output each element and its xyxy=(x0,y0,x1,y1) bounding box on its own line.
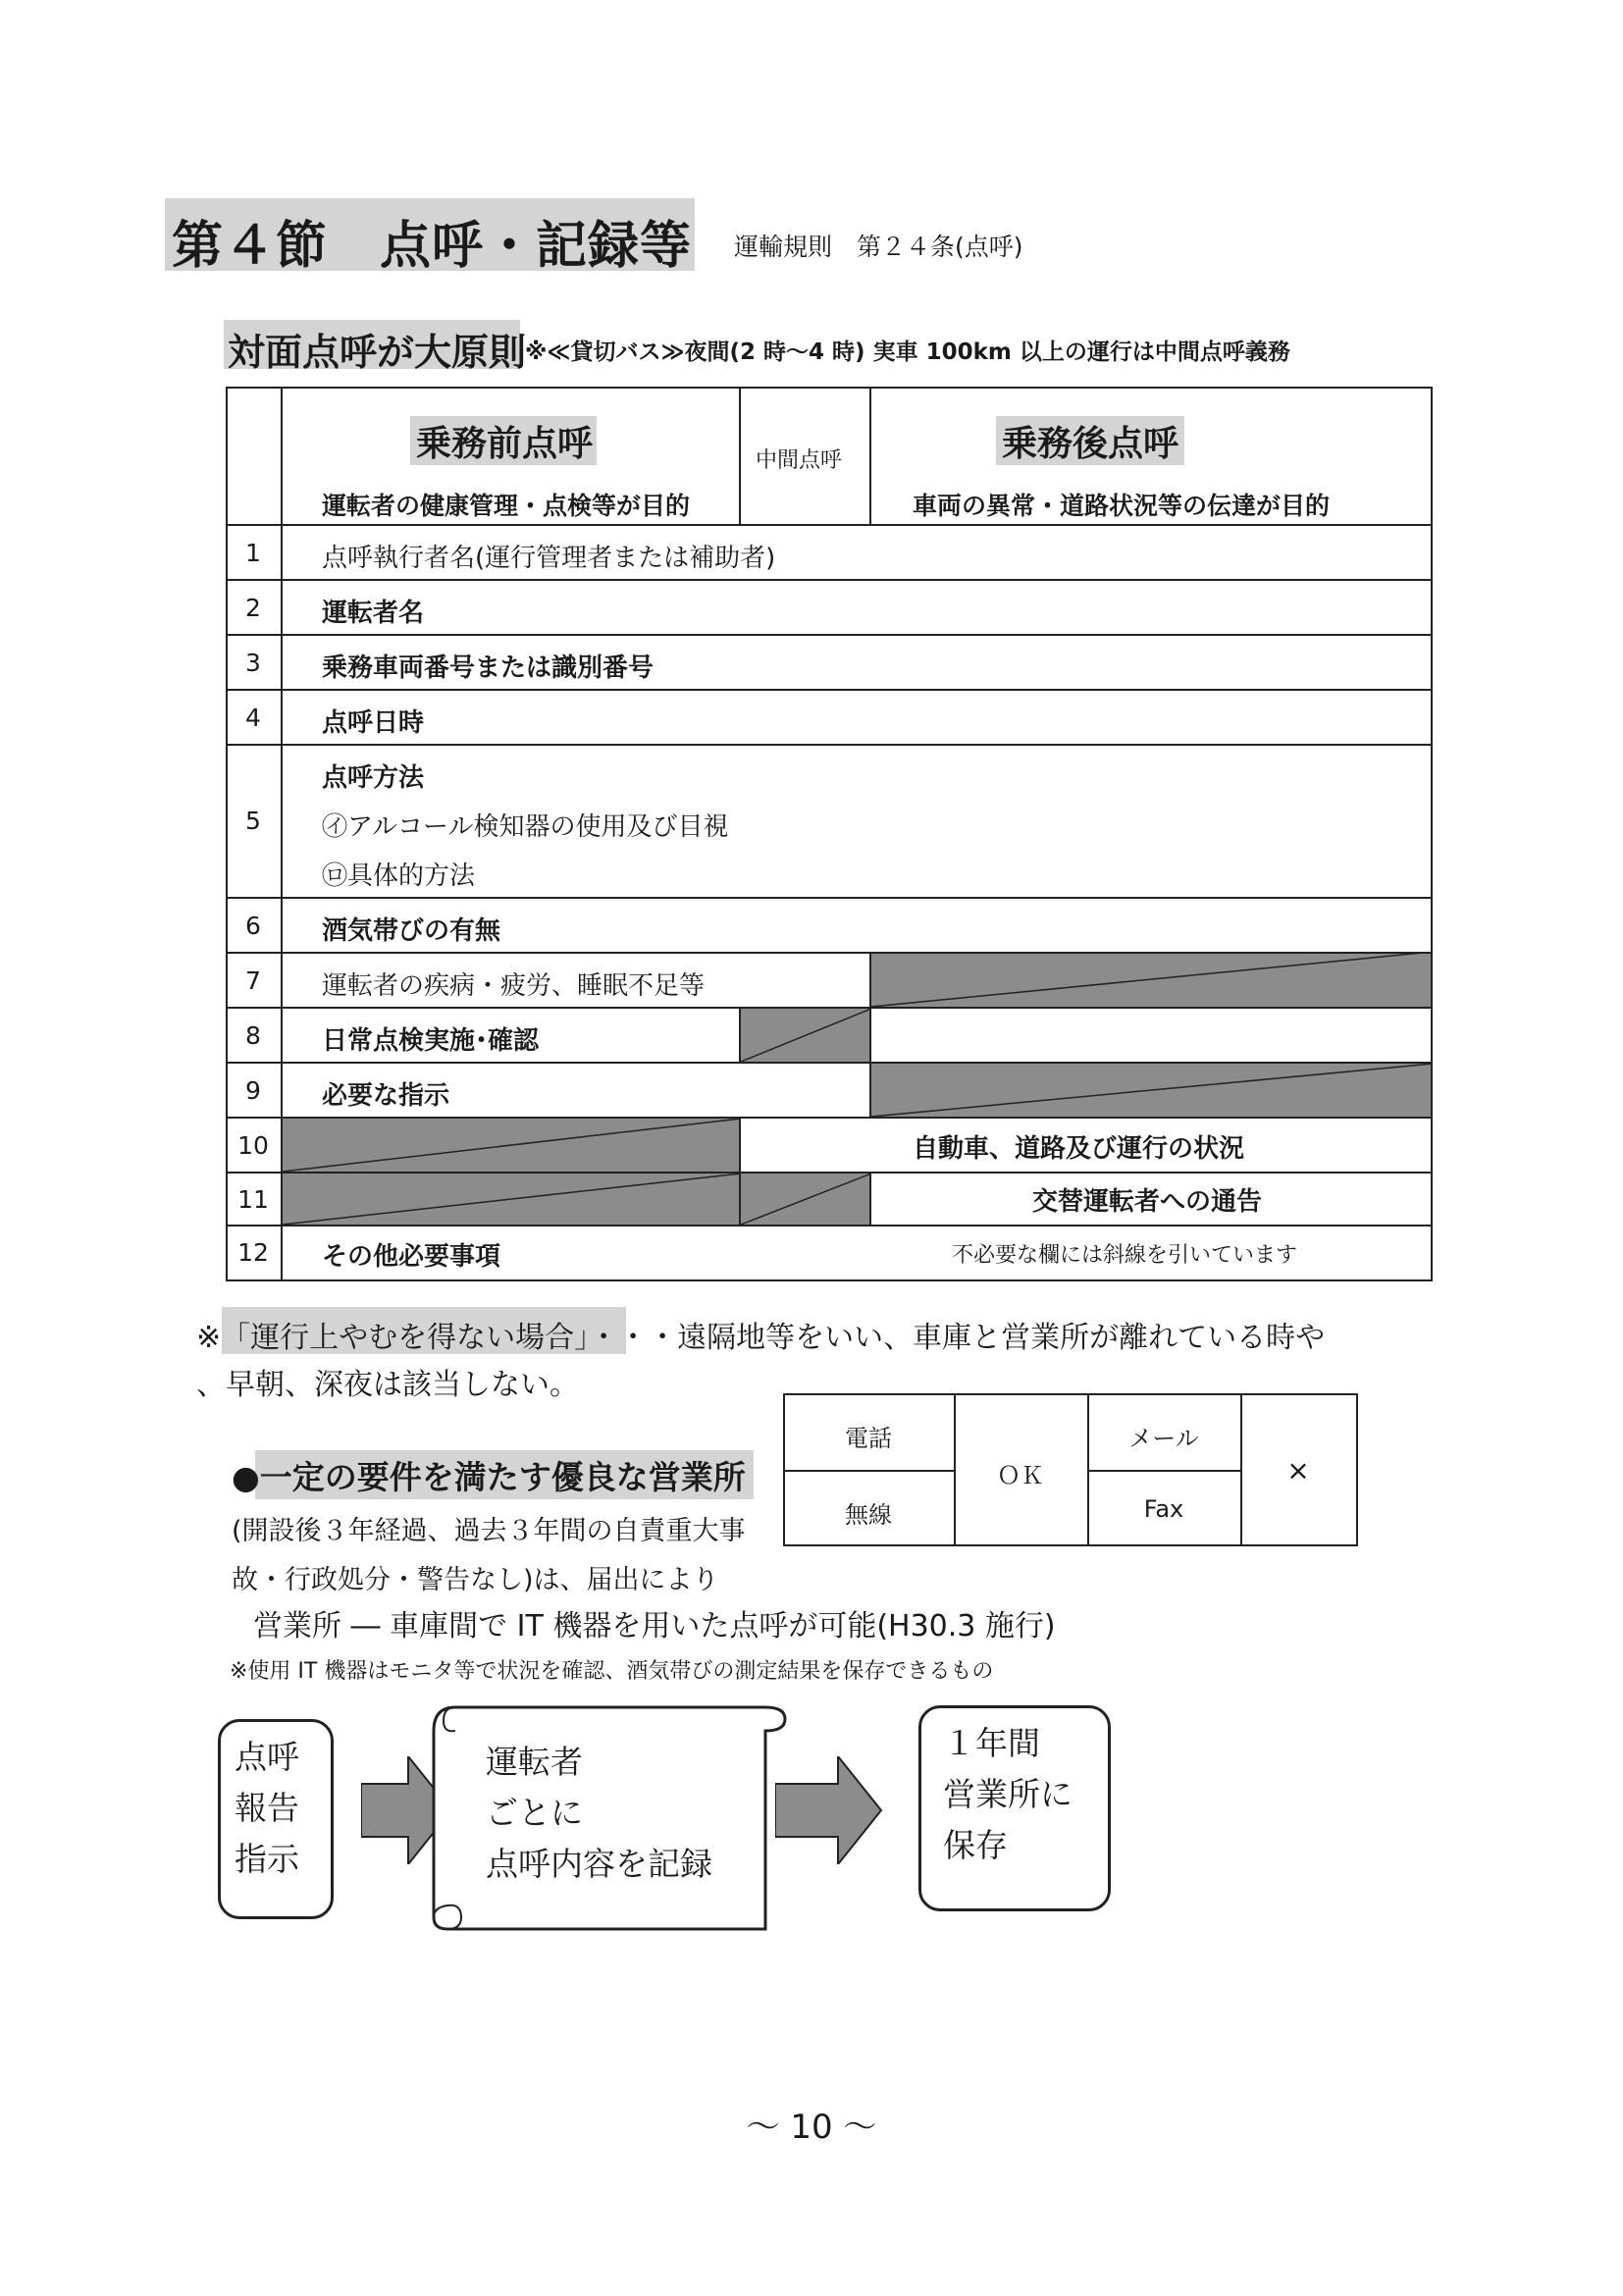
table-border xyxy=(783,1393,1358,1395)
row-item: 日常点検実施･確認 xyxy=(322,1026,540,1056)
section-title: 第４節 点呼・記録等 xyxy=(172,217,693,276)
row-divider xyxy=(226,1172,1433,1174)
ng-label: × xyxy=(1286,1454,1310,1487)
row-number: 7 xyxy=(245,966,261,995)
row-divider xyxy=(226,689,1433,691)
table-divider xyxy=(739,387,741,524)
table-divider xyxy=(739,1117,741,1226)
row-number: 6 xyxy=(245,912,261,940)
table-divider xyxy=(869,1007,871,1062)
good-office-title: ●一定の要件を満たす優良な営業所 xyxy=(232,1458,746,1496)
table-divider xyxy=(281,387,283,1281)
flow-text: ごとに xyxy=(486,1794,583,1832)
ok-label: ＯＫ xyxy=(997,1462,1044,1489)
it-equipment-note: ※使用 IT 機器はモニタ等で状況を確認、酒気帯びの測定結果を保存できるもの xyxy=(230,1659,994,1684)
phone-label: 電話 xyxy=(845,1425,892,1452)
row-number: 12 xyxy=(237,1238,269,1267)
table-border xyxy=(783,1544,1358,1546)
middle-roll-call-title: 中間点呼 xyxy=(756,448,843,473)
row-number: 5 xyxy=(245,807,261,835)
table-divider xyxy=(1087,1470,1240,1472)
row-item: 交替運転者への通告 xyxy=(1032,1187,1263,1217)
row-item: 運転者名 xyxy=(322,599,425,628)
row-number: 10 xyxy=(237,1131,269,1160)
note-line-2: 、早朝、深夜は該当しない。 xyxy=(196,1368,579,1402)
table-border xyxy=(226,387,1433,389)
row-item: その他必要事項 xyxy=(322,1242,501,1272)
hatch-note: 不必要な欄には斜線を引いています xyxy=(952,1243,1298,1268)
row-number: 2 xyxy=(245,594,261,622)
fax-label: Fax xyxy=(1143,1495,1184,1523)
flow-box-record xyxy=(486,1737,712,1890)
row-divider xyxy=(226,634,1433,636)
good-office-line-1: (開設後３年経過、過去３年間の自責重大事 xyxy=(232,1516,746,1546)
table-divider xyxy=(869,1062,871,1117)
row-divider xyxy=(226,524,1433,526)
row-divider xyxy=(226,1062,1433,1064)
flow-box-roll-call xyxy=(218,1719,334,1919)
row-item: 点呼方法 xyxy=(322,763,425,793)
flow-text: １年間 xyxy=(943,1724,1040,1762)
hatched-cell xyxy=(741,1174,871,1225)
flow-text: 保存 xyxy=(943,1826,1008,1864)
table-border xyxy=(1356,1393,1358,1546)
communication-table xyxy=(783,1393,1358,1546)
hatched-cell xyxy=(283,1174,741,1225)
row-item: 点呼執行者名(運行管理者または補助者) xyxy=(322,544,776,573)
row-item: 酒気帯びの有無 xyxy=(322,916,501,946)
good-office-line-2: 故・行政処分・警告なし)は、届出により xyxy=(232,1565,719,1595)
mail-label: メール xyxy=(1128,1425,1199,1452)
hatched-cell xyxy=(741,1009,871,1062)
good-office-body xyxy=(232,1507,746,1605)
flow-arrow-icon xyxy=(775,1756,883,1864)
note-line-1: ※「運行上やむを得ない場合」・・・遠隔地等をいい、車庫と営業所が離れている時や xyxy=(196,1321,1326,1355)
flow-text: 営業所に xyxy=(943,1775,1073,1813)
flow-text: 点呼 xyxy=(235,1738,299,1776)
flow-text: 運転者 xyxy=(486,1743,583,1781)
row-item: 点呼日時 xyxy=(322,708,425,738)
after-roll-call-purpose: 車両の異常・道路状況等の伝達が目的 xyxy=(913,492,1331,520)
flow-text: 点呼内容を記録 xyxy=(486,1845,712,1883)
table-divider xyxy=(783,1470,954,1472)
before-roll-call-purpose: 運転者の健康管理・点検等が目的 xyxy=(322,492,691,520)
row-number: 3 xyxy=(245,649,261,677)
table-border xyxy=(1431,387,1433,1281)
after-roll-call-title: 乗務後点呼 xyxy=(1002,424,1179,464)
hatched-cell xyxy=(871,952,1433,1007)
row-item: 自動車、道路及び運行の状況 xyxy=(913,1134,1245,1164)
row-divider xyxy=(226,744,1433,746)
principle-title: 対面点呼が大原則 xyxy=(228,331,527,374)
row-number: 4 xyxy=(245,704,261,732)
table-divider xyxy=(869,1172,871,1226)
table-divider xyxy=(869,387,871,524)
table-divider xyxy=(739,1007,741,1062)
row-item: 必要な指示 xyxy=(322,1081,450,1111)
table-divider xyxy=(869,952,871,1007)
table-border xyxy=(226,1279,1433,1281)
flow-text: 報告 xyxy=(235,1789,299,1827)
flow-box-storage xyxy=(918,1705,1111,1911)
before-roll-call-title: 乗務前点呼 xyxy=(416,424,594,464)
it-roll-call-text: 営業所 ― 車庫間で IT 機器を用いた点呼が可能(H30.3 施行) xyxy=(253,1609,1056,1644)
hatched-cell xyxy=(283,1119,741,1172)
row-subitem: ㋺具体的方法 xyxy=(322,861,476,891)
wireless-label: 無線 xyxy=(845,1501,892,1529)
hatched-cell xyxy=(871,1064,1433,1117)
row-number: 8 xyxy=(245,1021,261,1050)
row-number: 1 xyxy=(245,539,261,567)
row-number: 9 xyxy=(245,1076,261,1105)
row-divider xyxy=(226,1117,1433,1119)
flow-text: 指示 xyxy=(235,1840,299,1878)
row-item: 乗務車両番号または識別番号 xyxy=(322,653,654,683)
row-divider xyxy=(226,1007,1433,1009)
row-divider xyxy=(226,1225,1433,1226)
row-subitem: ㋑アルコール検知器の使用及び目視 xyxy=(322,812,729,842)
row-divider xyxy=(226,897,1433,899)
row-item: 運転者の疾病・疲労、睡眠不足等 xyxy=(322,971,706,1001)
roll-call-table xyxy=(226,387,1433,1281)
row-number: 11 xyxy=(237,1185,269,1214)
principle-note: ※≪貸切バス≫夜間(2 時～4 時) 実車 100km 以上の運行は中間点呼義務 xyxy=(525,339,1290,365)
regulation-reference: 運輸規則 第２４条(点呼) xyxy=(734,233,1023,261)
blank-cell xyxy=(871,1009,1433,1062)
page-number: ～ 10 ～ xyxy=(746,2108,877,2147)
row-divider xyxy=(226,952,1433,954)
row-divider xyxy=(226,579,1433,581)
